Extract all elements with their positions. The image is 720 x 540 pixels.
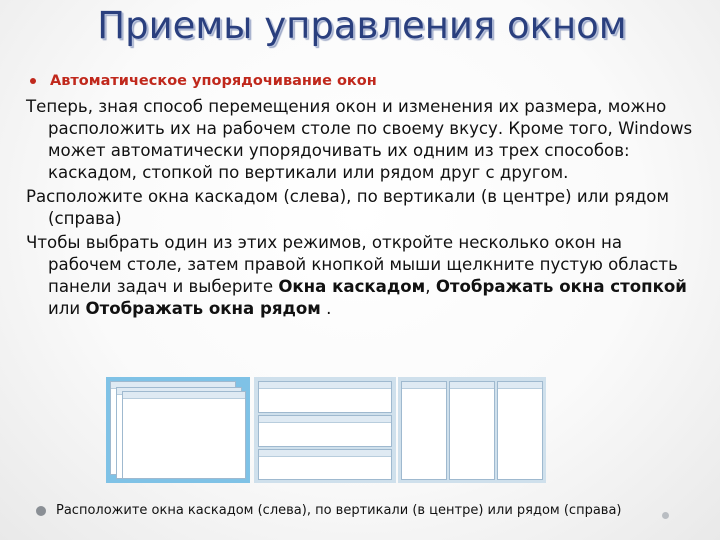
instructions-text: Чтобы выбрать один из этих режимов, откройте несколько окон на рабочем столе, затем правой кнопкой мыши щелкните пустую область панели задач и выберите xyxy=(26,233,678,296)
stacked-window-middle xyxy=(258,415,392,447)
bullet-heading xyxy=(26,70,698,92)
bullet-dot-icon xyxy=(30,78,36,84)
slide-title: Приемы управления окном xyxy=(97,4,627,47)
page-indicator-dot xyxy=(662,512,669,519)
paragraph-instructions xyxy=(26,232,698,320)
option-side-by-side: Отображать окна рядом xyxy=(85,299,321,318)
paragraph-intro: Теперь, зная способ перемещения окон и изменения их размера, можно расположить их на рабочем столе по своему вкусу. Кроме того, Windows может автоматически упорядочивать их одним из трех способов: каскадом, стопкой по вертикали или рядом друг с другом. xyxy=(26,97,693,182)
screenshot-stacked xyxy=(254,377,396,483)
end-period: . xyxy=(326,299,332,318)
screenshot-side-by-side xyxy=(398,377,546,483)
caption-bullet-icon xyxy=(36,506,46,516)
caption xyxy=(36,502,696,520)
option-stack: Отображать окна стопкой xyxy=(435,277,687,296)
option-cascade: Окна каскадом xyxy=(278,277,426,296)
cascade-window-front xyxy=(122,391,246,479)
side-window-center xyxy=(449,381,495,480)
side-window-right xyxy=(497,381,543,480)
side-window-left xyxy=(401,381,447,480)
stacked-window-top xyxy=(258,381,392,413)
screenshot-cascade xyxy=(106,377,250,483)
stacked-window-bottom xyxy=(258,449,392,480)
slide-content xyxy=(26,70,698,322)
caption-text: Расположите окна каскадом (слева), по вертикали (в центре) или рядом (справа) xyxy=(56,503,622,518)
comma-separator: , xyxy=(425,277,431,296)
bullet-heading-text: Автоматическое упорядочивание окон xyxy=(50,73,377,89)
or-word: или xyxy=(48,299,81,318)
paragraph-arrangement: Расположите окна каскадом (слева), по вертикали (в центре) или рядом (справа) xyxy=(26,187,669,228)
screenshots-strip xyxy=(106,377,546,483)
